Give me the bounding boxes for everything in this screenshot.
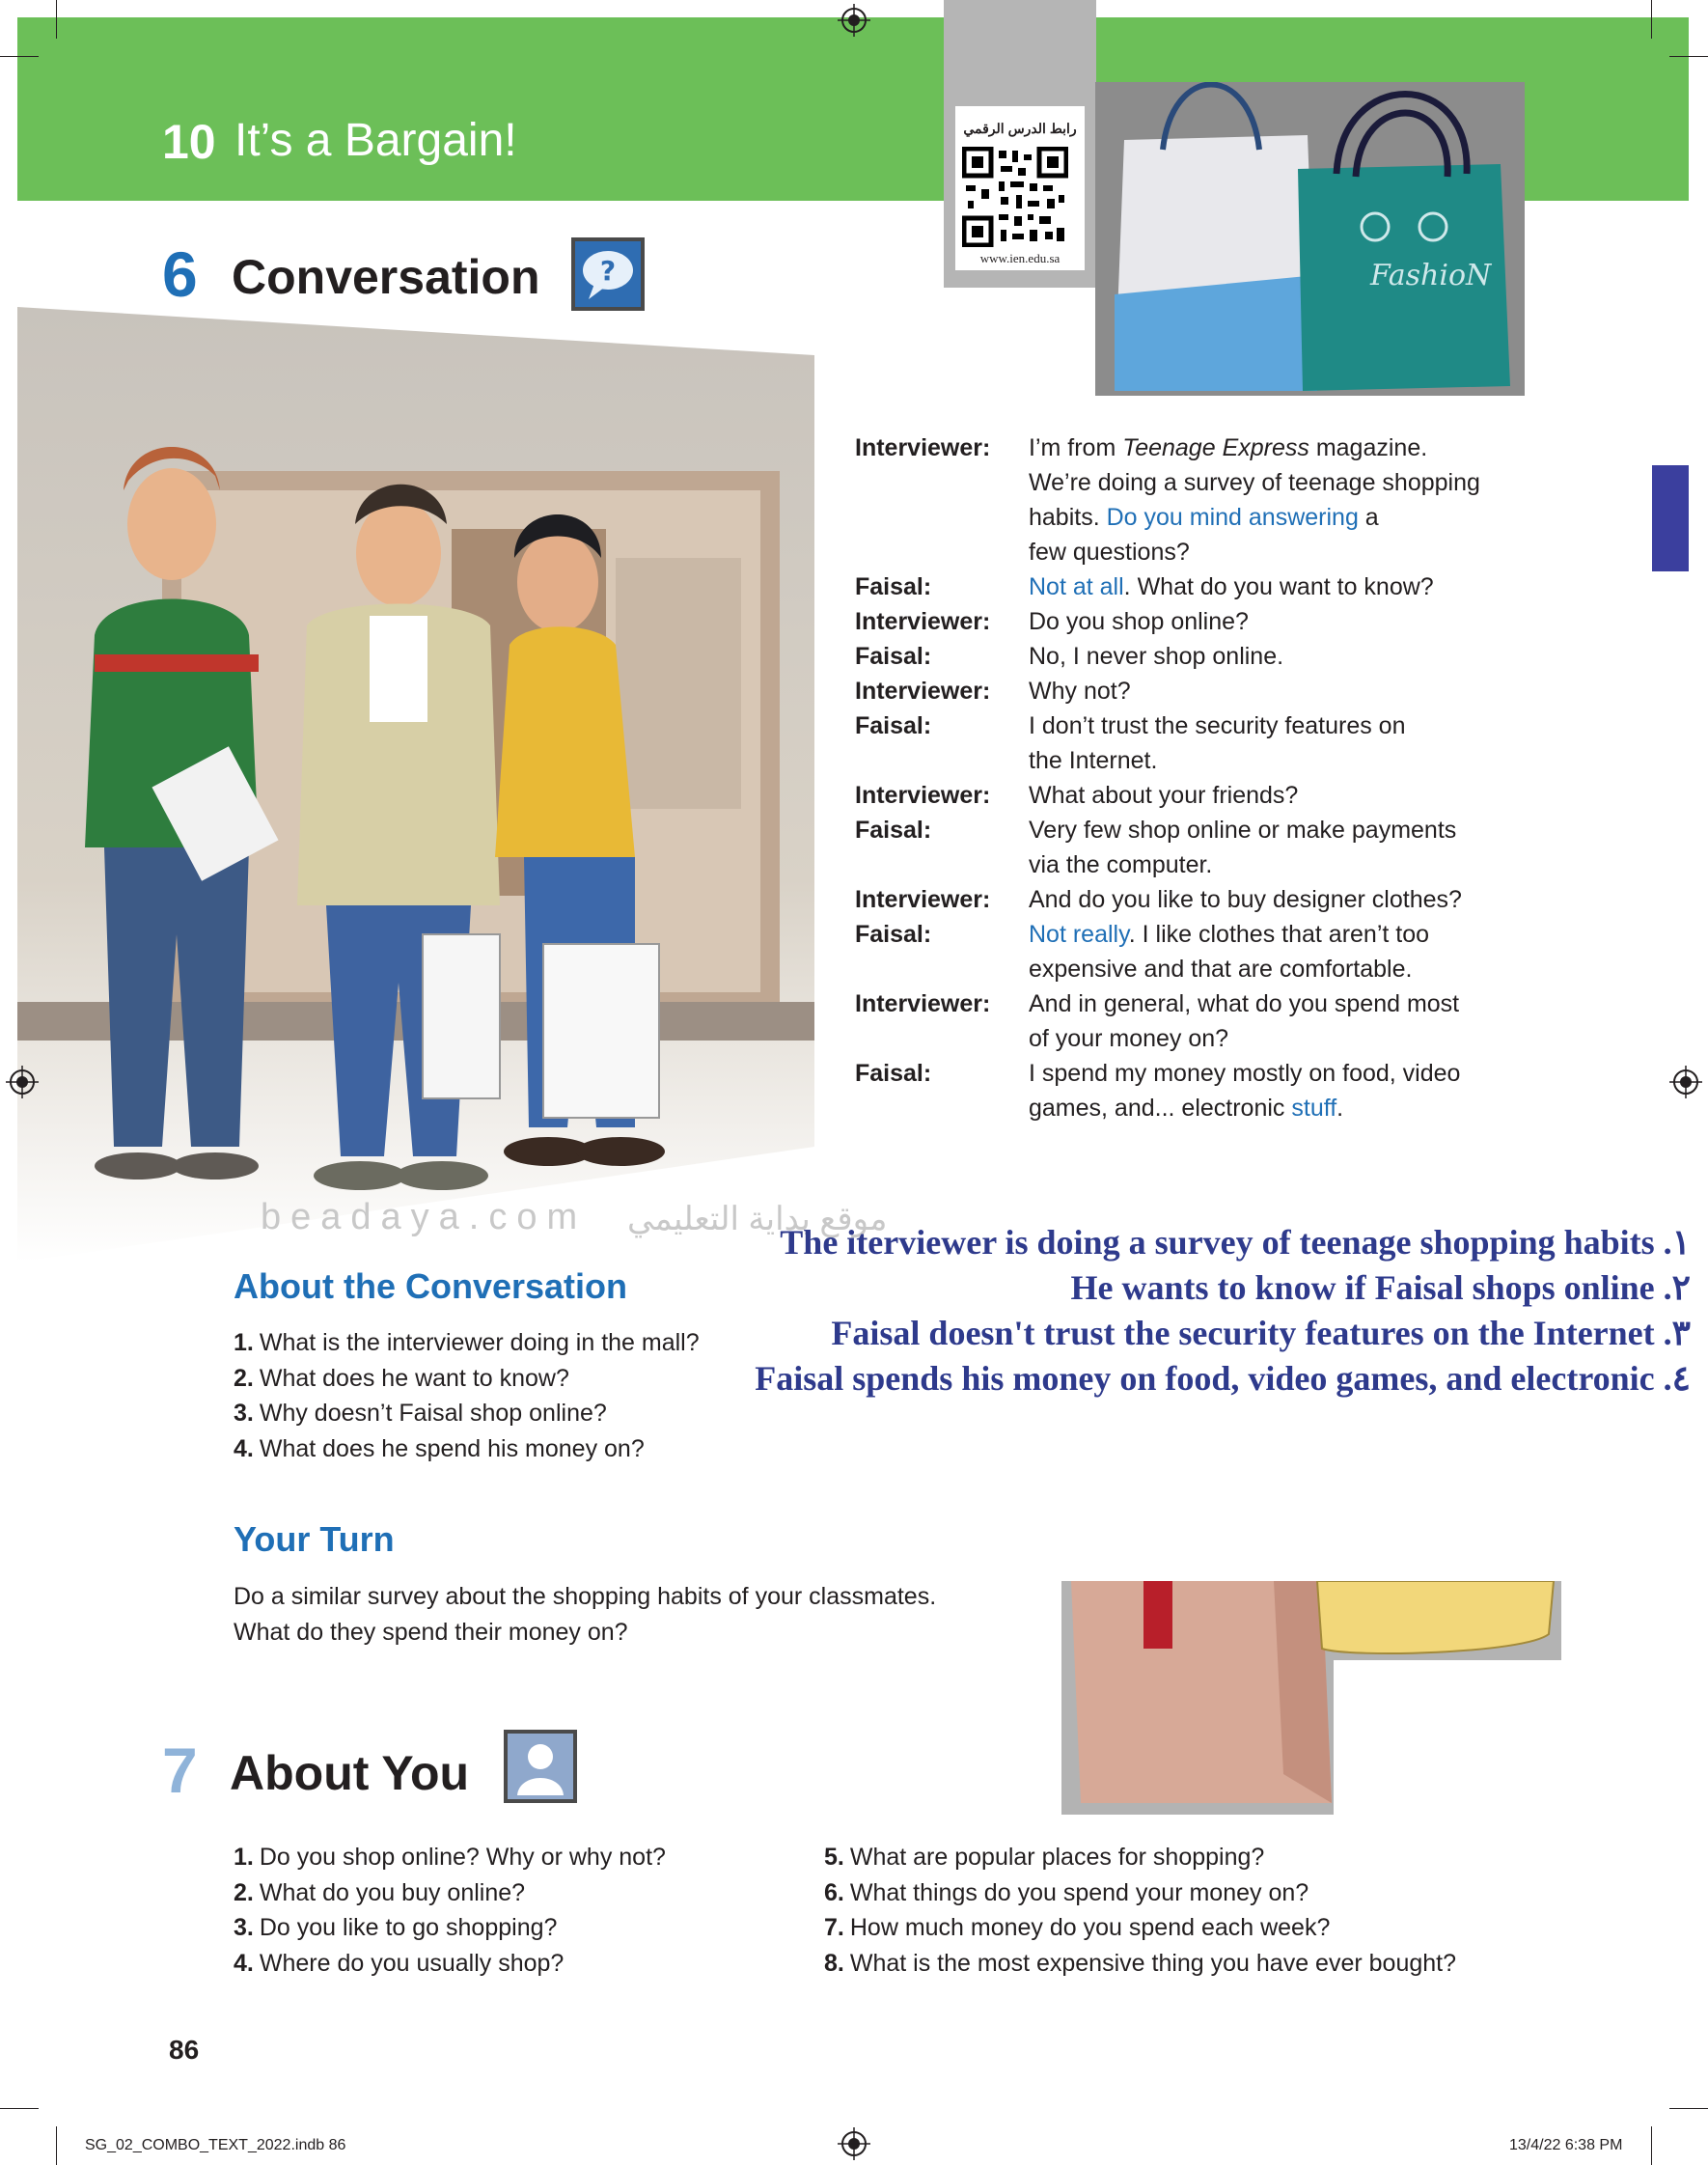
dialogue-text: Why not?: [1029, 678, 1131, 705]
speaker-label: Interviewer:: [855, 990, 991, 1017]
svg-text:?: ?: [599, 255, 617, 287]
answer-line: Faisal doesn't trust the security features on the Internet .٣: [831, 1314, 1691, 1352]
your-turn-title: Your Turn: [234, 1519, 395, 1559]
dialogue-text: habits. Do you mind answering a: [1029, 504, 1379, 531]
conversation-dialogue: [855, 430, 1646, 1125]
question-item: 2. What does he want to know?: [234, 1364, 569, 1392]
registration-mark-icon: [838, 2127, 870, 2160]
shopping-bags-image: [1095, 82, 1525, 396]
question-item: 3. Do you like to go shopping?: [234, 1914, 558, 1941]
footer-file: SG_02_COMBO_TEXT_2022.indb 86: [85, 2137, 346, 2153]
dialogue-line: [855, 1056, 1646, 1091]
dialogue-line: [855, 882, 1646, 917]
dialogue-text: games, and... electronic stuff.: [1029, 1095, 1344, 1122]
dialogue-line: [855, 813, 1646, 847]
footer-date: 13/4/22 6:38 PM: [1509, 2137, 1623, 2153]
person-icon: [504, 1730, 577, 1803]
speaker-label: [855, 1021, 1029, 1056]
dialogue-line: [855, 639, 1646, 674]
question-item: 8. What is the most expensive thing you have ever bought?: [824, 1949, 1457, 1977]
dialogue-line: [855, 465, 1646, 500]
dialogue-line: [855, 986, 1646, 1021]
dialogue-line: [855, 674, 1646, 708]
question-item: 1. What is the interviewer doing in the mall?: [234, 1329, 700, 1356]
dialogue-line: [855, 743, 1646, 778]
crop-mark: [1669, 56, 1708, 57]
crop-mark: [56, 0, 57, 39]
dialogue-text: What about your friends?: [1029, 782, 1299, 809]
section-title: About You: [230, 1746, 470, 1800]
speaker-label: [855, 535, 1029, 569]
question-item: 4. Where do you usually shop?: [234, 1949, 565, 1977]
dialogue-line: [855, 500, 1646, 535]
unit-number: 10: [162, 115, 216, 169]
dialogue-line: [855, 952, 1646, 986]
dialogue-line: [855, 604, 1646, 639]
speaker-label: Faisal:: [855, 643, 932, 670]
answer-line: The iterviewer is doing a survey of teenage shopping habits .١: [780, 1223, 1691, 1262]
question-item: 7. How much money do you spend each week?: [824, 1914, 1331, 1941]
dialogue-line: [855, 430, 1646, 465]
qr-url: www.ien.edu.sa: [979, 251, 1061, 265]
qr-code-icon[interactable]: [962, 147, 1068, 247]
question-item: 2. What do you buy online?: [234, 1878, 526, 1906]
question-item: 1. Do you shop online? Why or why not?: [234, 1844, 666, 1871]
page-number: 86: [169, 2035, 200, 2065]
dialogue-text: expensive and that are comfortable.: [1029, 956, 1413, 983]
dialogue-line: [855, 1091, 1646, 1125]
speaker-label: Interviewer:: [855, 782, 991, 809]
dialogue-line: [855, 917, 1646, 952]
question-item: 5. What are popular places for shopping?: [824, 1844, 1265, 1871]
dialogue-text: And do you like to buy designer clothes?: [1029, 886, 1462, 913]
dialogue-line: [855, 847, 1646, 882]
speaker-label: [855, 500, 1029, 535]
dialogue-text: I’m from Teenage Express magazine.: [1029, 434, 1428, 461]
speaker-label: [855, 465, 1029, 500]
speaker-label: Faisal:: [855, 712, 932, 739]
crop-mark: [1669, 2108, 1708, 2109]
crop-mark: [56, 2126, 57, 2165]
dialogue-text: No, I never shop online.: [1029, 643, 1284, 670]
question-item: 6. What things do you spend your money on?: [824, 1878, 1309, 1906]
dialogue-text: And in general, what do you spend most: [1029, 990, 1460, 1017]
dialogue-text: Not really. I like clothes that aren’t too: [1029, 921, 1430, 948]
question-item: 3. Why doesn’t Faisal shop online?: [234, 1400, 607, 1427]
dialogue-line: [855, 1021, 1646, 1056]
qr-label: رابط الدرس الرقمي: [963, 121, 1077, 136]
crop-mark: [0, 56, 39, 57]
dialogue-text: I spend my money mostly on food, video: [1029, 1060, 1461, 1087]
section-title: Conversation: [232, 250, 540, 304]
registration-mark-icon: [1669, 1066, 1702, 1098]
answer-line: Faisal spends his money on food, video games, and electronic .٤: [755, 1359, 1691, 1398]
speaker-label: [855, 952, 1029, 986]
dialogue-line: [855, 778, 1646, 813]
speaker-label: Interviewer:: [855, 608, 991, 635]
handwritten-answers: [484, 1220, 1691, 1402]
speaker-label: Faisal:: [855, 573, 932, 600]
dialogue-text: We’re doing a survey of teenage shopping: [1029, 469, 1480, 496]
dialogue-text: the Internet.: [1029, 747, 1158, 774]
watermark-arabic: موقع بداية التعليمي: [627, 1201, 888, 1237]
registration-mark-icon: [6, 1066, 39, 1098]
section-number: 7: [162, 1735, 198, 1806]
price-tag-bag-image: [1061, 1581, 1561, 1815]
section-number: 6: [162, 238, 198, 310]
watermark-site: beadaya.com: [261, 1197, 588, 1237]
your-turn-line: What do they spend their money on?: [234, 1618, 628, 1646]
crop-mark: [1651, 0, 1652, 39]
your-turn-text: [234, 1579, 1006, 1650]
registration-mark-icon: [838, 4, 870, 37]
speaker-label: Interviewer:: [855, 434, 991, 461]
dialogue-line: [855, 569, 1646, 604]
your-turn-line: Do a similar survey about the shopping habits of your classmates.: [234, 1583, 937, 1610]
dialogue-text: Very few shop online or make payments: [1029, 817, 1457, 844]
crop-mark: [1651, 2126, 1652, 2165]
dialogue-text: few questions?: [1029, 539, 1190, 566]
speaker-label: Faisal:: [855, 1060, 932, 1087]
dialogue-line: [855, 708, 1646, 743]
crop-mark: [0, 2108, 39, 2109]
speaker-label: Faisal:: [855, 817, 932, 844]
unit-title: It’s a Bargain!: [234, 115, 517, 166]
speaker-label: [855, 847, 1029, 882]
about-you-questions-right: [824, 1840, 1654, 1981]
speaker-label: [855, 743, 1029, 778]
dialogue-text: I don’t trust the security features on: [1029, 712, 1406, 739]
dialogue-text: Do you shop online?: [1029, 608, 1249, 635]
edge-tab: [1652, 465, 1689, 571]
dialogue-text: of your money on?: [1029, 1025, 1229, 1052]
answer-line: He wants to know if Faisal shops online .٢: [1070, 1268, 1691, 1307]
dialogue-text: Not at all. What do you want to know?: [1029, 573, 1434, 600]
about-you-questions-left: [234, 1840, 774, 1981]
speaker-label: Faisal:: [855, 921, 932, 948]
speaker-label: Interviewer:: [855, 886, 991, 913]
question-item: 4. What does he spend his money on?: [234, 1434, 645, 1462]
bag-logo-text: FashioN: [1370, 259, 1492, 292]
dialogue-line: [855, 535, 1646, 569]
dialogue-text: via the computer.: [1029, 851, 1213, 878]
conversation-illustration: [17, 307, 814, 1263]
speaker-label: [855, 1091, 1029, 1125]
about-conversation-title: About the Conversation: [234, 1266, 628, 1306]
speaker-label: Interviewer:: [855, 678, 991, 705]
speech-bubble-icon: [571, 237, 645, 311]
